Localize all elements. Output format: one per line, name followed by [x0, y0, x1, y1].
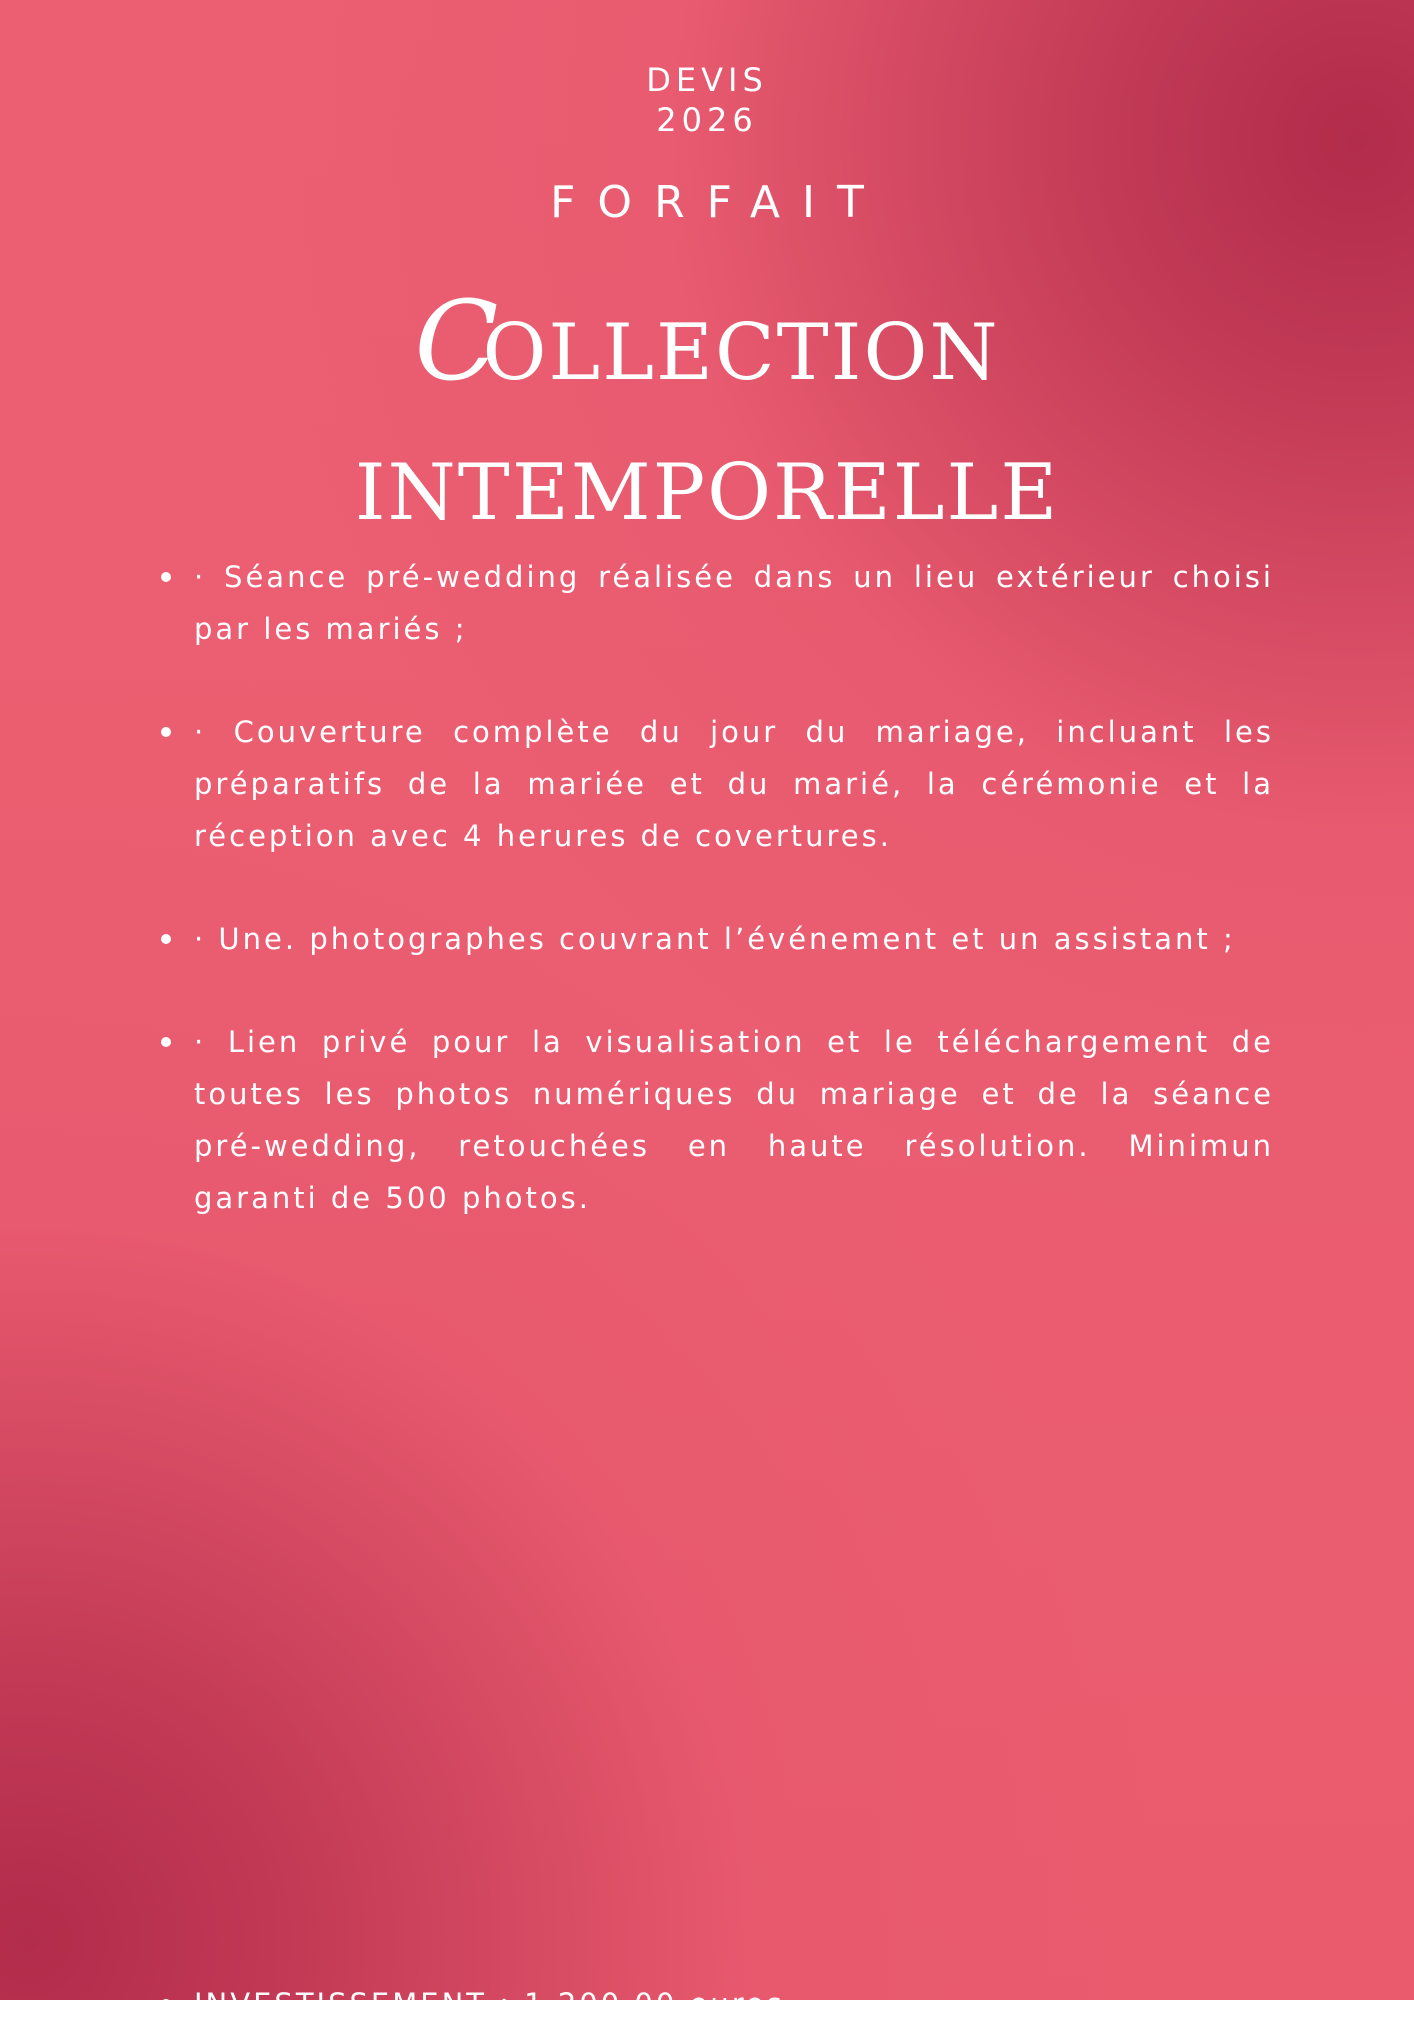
title-line-1 — [0, 271, 1414, 423]
service-item-photographers: · Une. photographes couvrant l’événement et un assistant ; — [120, 913, 1274, 965]
service-item-pre-wedding: · Séance pré-wedding réalisée dans un lieu extérieur choisi par les mariés ; — [120, 551, 1274, 655]
quote-year: 2026 — [656, 101, 758, 139]
devis-label: DEVIS — [646, 61, 768, 99]
quote-header — [0, 60, 1414, 140]
investment-price: INVESTISSEMENT : 1.200,00 euros — [120, 1978, 1274, 2030]
collection-title — [0, 271, 1414, 563]
services-list — [120, 551, 1274, 2021]
service-item-wedding-coverage: · Couverture complète du jour du mariage, incluant les préparatifs de la mariée et du marié, la cérémonie et la réception avec 4 herures de covertures. — [120, 706, 1274, 862]
title-initial: C — [414, 277, 501, 406]
title-line-1-rest: OLLECTION — [482, 308, 1000, 399]
title-line-2: INTEMPORELLE — [354, 448, 1060, 539]
package-label: FORFAIT — [550, 177, 886, 228]
service-item-private-link: · Lien privé pour la visualisation et le téléchargement de toutes les photos numériques du mariage et de la séance pré-wedding, retouchées en haute résolution. Minimun garanti de 500 photos. — [120, 1016, 1274, 1224]
